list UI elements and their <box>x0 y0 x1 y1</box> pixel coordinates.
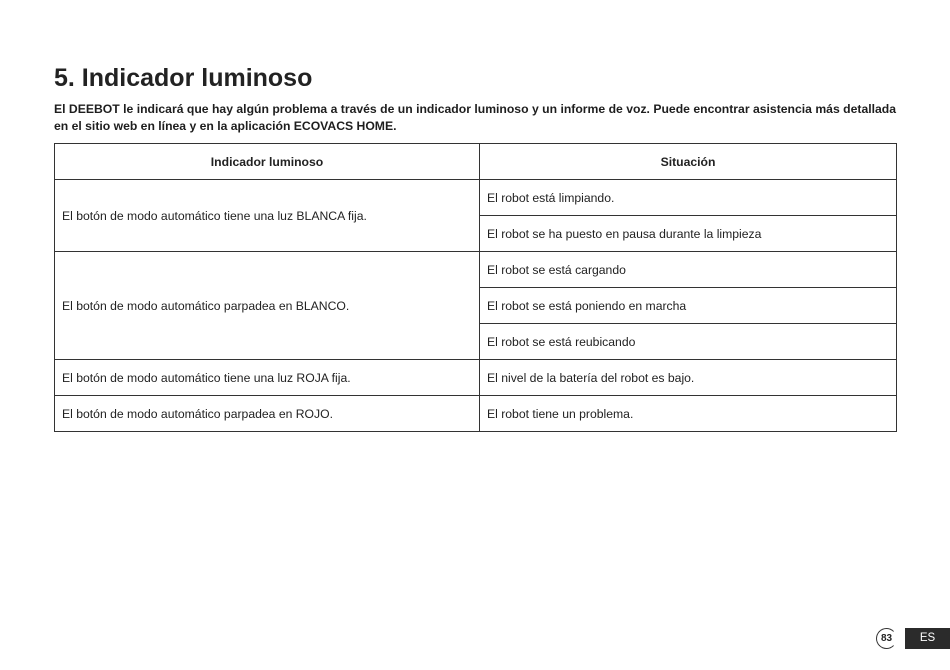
indicator-cell: El botón de modo automático parpadea en BLANCO. <box>55 252 480 360</box>
situation-cell: El robot se ha puesto en pausa durante la limpieza <box>480 216 897 252</box>
situation-cell: El robot tiene un problema. <box>480 396 897 432</box>
header-situation: Situación <box>480 144 897 180</box>
situation-cell: El nivel de la batería del robot es bajo. <box>480 360 897 396</box>
situation-cell: El robot está limpiando. <box>480 180 897 216</box>
situation-cell: El robot se está poniendo en marcha <box>480 288 897 324</box>
intro-paragraph: El DEEBOT le indicará que hay algún problema a través de un indicador luminoso y un informe de voz. Puede encontrar asistencia más detallada en el sitio web en línea y en la aplicación ECOVACS HOME. <box>54 102 896 133</box>
page-title: 5. Indicador luminoso <box>54 64 313 92</box>
indicator-table <box>54 143 897 432</box>
table-row <box>55 180 897 216</box>
table-row <box>55 396 897 432</box>
header-indicator: Indicador luminoso <box>55 144 480 180</box>
language-tag: ES <box>905 628 950 649</box>
table-row <box>55 252 897 288</box>
table-row <box>55 360 897 396</box>
indicator-cell: El botón de modo automático tiene una luz ROJA fija. <box>55 360 480 396</box>
situation-cell: El robot se está reubicando <box>480 324 897 360</box>
page-number: 83 <box>876 628 897 649</box>
indicator-cell: El botón de modo automático parpadea en ROJO. <box>55 396 480 432</box>
situation-cell: El robot se está cargando <box>480 252 897 288</box>
table-header-row <box>55 144 897 180</box>
indicator-cell: El botón de modo automático tiene una luz BLANCA fija. <box>55 180 480 252</box>
